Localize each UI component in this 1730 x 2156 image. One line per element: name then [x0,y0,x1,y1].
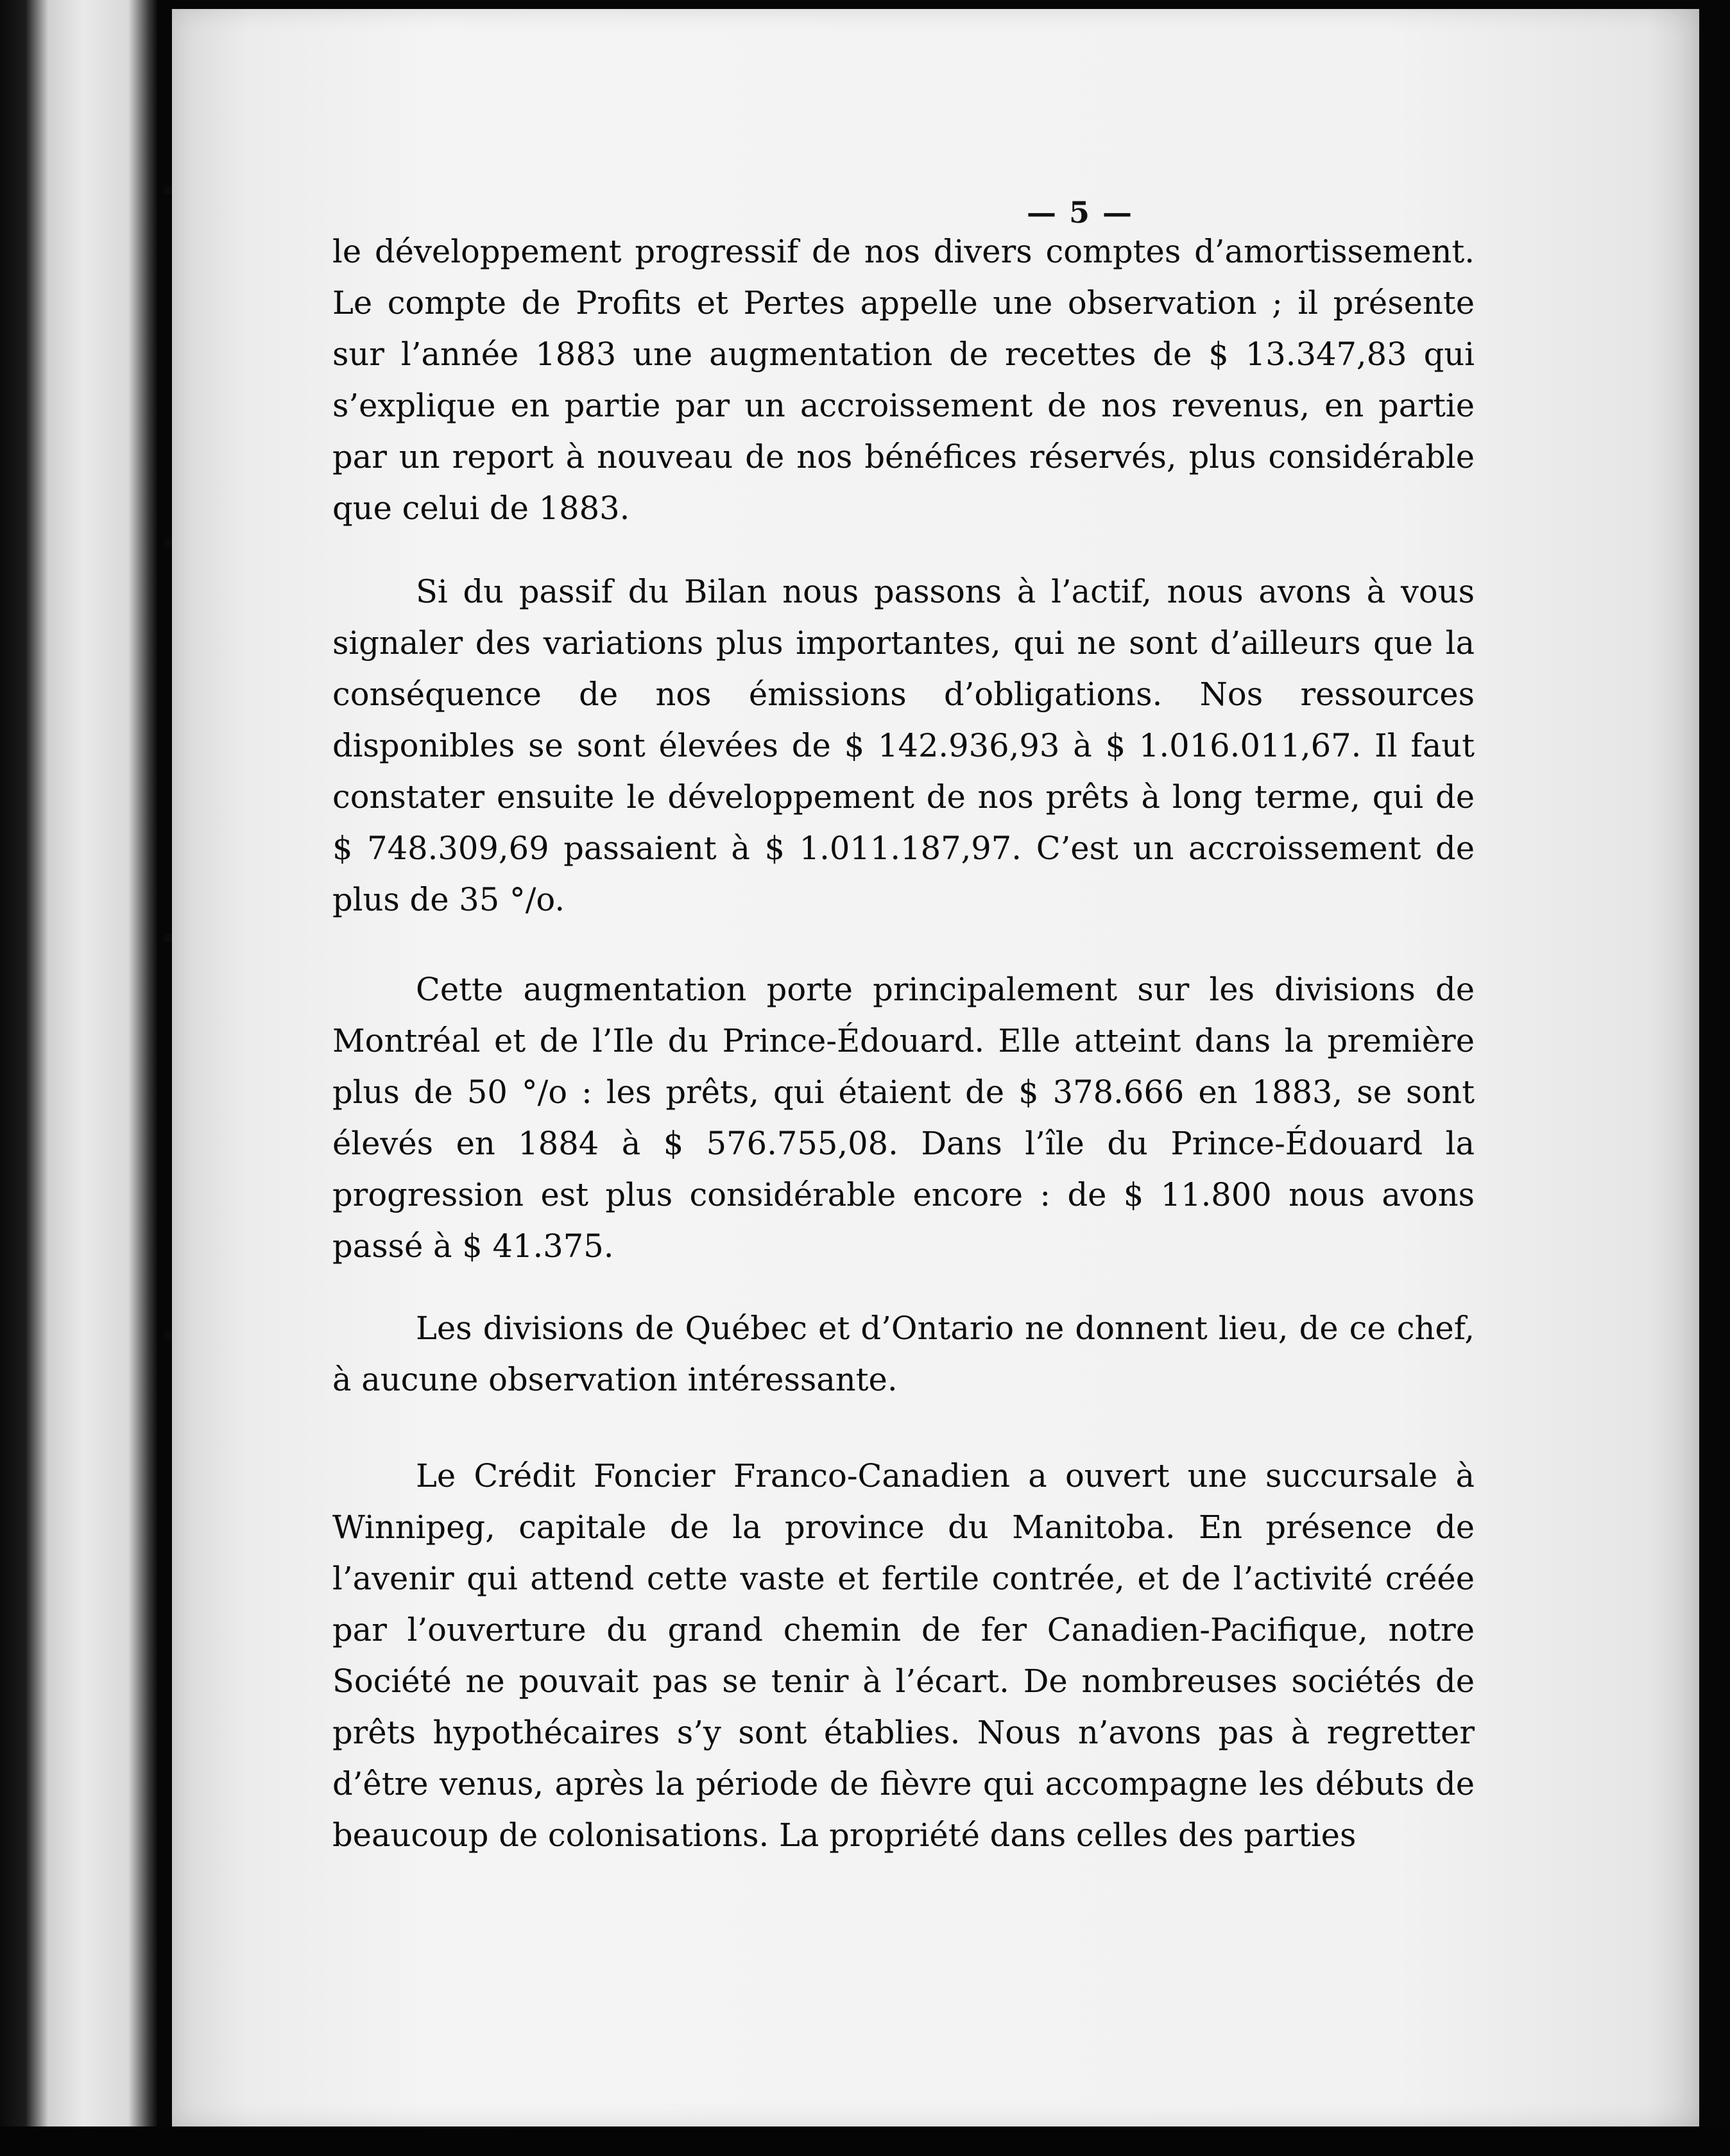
previous-page-edge [0,0,157,2156]
scan-bottom-border [0,2126,1730,2156]
binding-mark [164,539,173,548]
binding-mark [164,1331,173,1340]
binding-mark [164,934,173,943]
page-number: — 5 — [1027,195,1134,230]
paragraph-5: Le Crédit Foncier Franco-Canadien a ouvert une succursale à Winnipeg, capitale de la province du Manitoba. En présence de l’avenir qui attend cette vaste et fertile contrée, et de l’activité créée par l’ouverture du grand chemin de fer Canadien-Pacifique, notre Société ne pouvait pas se tenir à l’écart. De nombreuses sociétés de prêts hypothécaires s’y sont établies. Nous n’avons pas à regretter d’être venus, après la période de fièvre qui accompagne les débuts de beaucoup de colonisations. La propriété dans celles des parties [332,1457,1475,1854]
body-text [332,226,1475,1861]
paragraph-1: le développement progressif de nos divers comptes d’amortissement. Le compte de Profits et Pertes appelle une observation ; il présente sur l’année 1883 une augmentation de recettes de $ 13.347,83 qui s’explique en partie par un accroissement de nos revenus, en partie par un report à nouveau de nos bénéfices réservés, plus considérable que celui de 1883. [332,233,1475,527]
paragraph-3: Cette augmentation porte principalement sur les divisions de Montréal et de l’Ile du Prince-Édouard. Elle atteint dans la première plus de 50 °/o : les prêts, qui étaient de $ 378.666 en 1883, se sont élevés en 1884 à $ 576.755,08. Dans l’île du Prince-Édouard la progression est plus considérable encore : de $ 11.800 nous avons passé à $ 41.375. [332,971,1475,1265]
binding-mark [164,186,173,195]
paragraph-4: Les divisions de Québec et d’Ontario ne donnent lieu, de ce chef, à aucune observation intéressante. [332,1310,1475,1398]
paragraph-2: Si du passif du Bilan nous passons à l’actif, nous avons à vous signaler des variations plus importantes, qui ne sont d’ailleurs que la conséquence de nos émissions d’obligations. Nos ressources disponibles se sont élevées de $ 142.936,93 à $ 1.016.011,67. Il faut constater ensuite le développement de nos prêts à long terme, qui de $ 748.309,69 passaient à $ 1.011.187,97. C’est un accroissement de plus de 35 °/o. [332,573,1475,918]
